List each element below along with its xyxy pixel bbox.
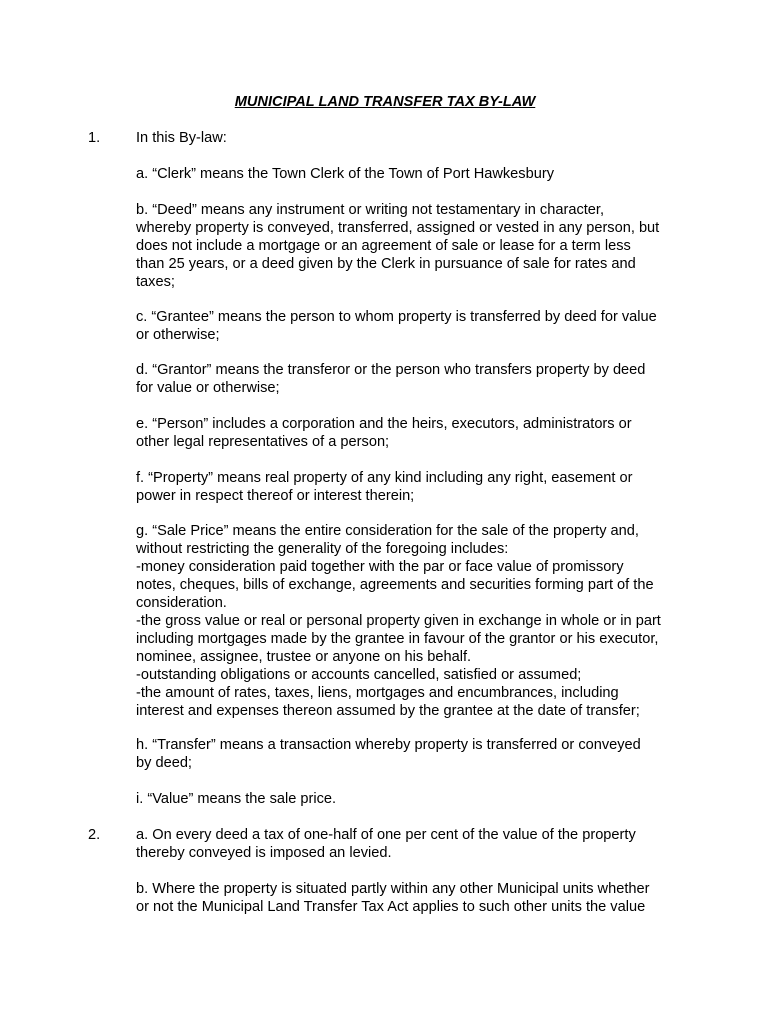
text-line: b. “Deed” means any instrument or writing not testamentary in character,: [136, 202, 605, 218]
text-line: f. “Property” means real property of any kind including any right, easement or: [136, 470, 633, 486]
text-line: interest and expenses thereon assumed by the grantee at the date of transfer;: [136, 703, 640, 719]
clause-partial-property: [136, 880, 696, 916]
text-line: other legal representatives of a person;: [136, 434, 390, 450]
definition-transfer: [136, 736, 696, 772]
text-line: -the amount of rates, taxes, liens, mortgages and encumbrances, including: [136, 685, 619, 701]
text-line: consideration.: [136, 595, 227, 611]
text-line: does not include a mortgage or an agreement of sale or lease for a term less: [136, 238, 631, 254]
definition-value: [136, 790, 696, 808]
text-line: c. “Grantee” means the person to whom property is transferred by deed for value: [136, 309, 657, 325]
text-line: -the gross value or real or personal property given in exchange in whole or in part: [136, 613, 661, 629]
document-title: MUNICIPAL LAND TRANSFER TAX BY-LAW: [234, 94, 536, 110]
text-line: without restricting the generality of the foregoing includes:: [136, 541, 509, 557]
text-line: e. “Person” includes a corporation and the heirs, executors, administrators or: [136, 416, 632, 432]
text-line: power in respect thereof or interest therein;: [136, 488, 415, 504]
definition-property: [136, 469, 696, 505]
definition-deed: [136, 201, 696, 291]
text-line: than 25 years, or a deed given by the Clerk in pursuance of sale for rates and: [136, 256, 636, 272]
definition-person: [136, 415, 696, 451]
section-number: 1.: [88, 130, 101, 146]
text-line: a. On every deed a tax of one-half of one per cent of the value of the property: [136, 827, 636, 843]
text-line: h. “Transfer” means a transaction whereby property is transferred or conveyed: [136, 737, 641, 753]
text-line: whereby property is conveyed, transferred, assigned or vested in any person, but: [136, 220, 660, 236]
text-line: or not the Municipal Land Transfer Tax Act applies to such other units the value: [136, 899, 646, 915]
text-line: taxes;: [136, 274, 175, 290]
section-number: 2.: [88, 827, 101, 843]
text-line: or otherwise;: [136, 327, 220, 343]
text-line: including mortgages made by the grantee in favour of the grantor or his executor,: [136, 631, 659, 647]
text-line: g. “Sale Price” means the entire consideration for the sale of the property and,: [136, 523, 639, 539]
text-line: -outstanding obligations or accounts cancelled, satisfied or assumed;: [136, 667, 582, 683]
definition-grantor: [136, 361, 696, 397]
text-line: In this By-law:: [136, 130, 227, 146]
clause-tax-imposed: [136, 826, 696, 862]
definition-grantee: [136, 308, 696, 344]
text-line: i. “Value” means the sale price.: [136, 791, 337, 807]
text-line: notes, cheques, bills of exchange, agreements and securities forming part of the: [136, 577, 654, 593]
text-line: for value or otherwise;: [136, 380, 280, 396]
text-line: thereby conveyed is imposed an levied.: [136, 845, 392, 861]
text-line: d. “Grantor” means the transferor or the person who transfers property by deed: [136, 362, 646, 378]
definition-sale-price: [136, 522, 696, 720]
definition-clerk: [136, 165, 696, 183]
text-line: nominee, assignee, trustee or anyone on his behalf.: [136, 649, 472, 665]
text-line: b. Where the property is situated partly within any other Municipal units whether: [136, 881, 650, 897]
text-line: -money consideration paid together with the par or face value of promissory: [136, 559, 624, 575]
text-line: by deed;: [136, 755, 192, 771]
text-line: a. “Clerk” means the Town Clerk of the Town of Port Hawkesbury: [136, 166, 554, 182]
section-intro: [136, 129, 696, 147]
